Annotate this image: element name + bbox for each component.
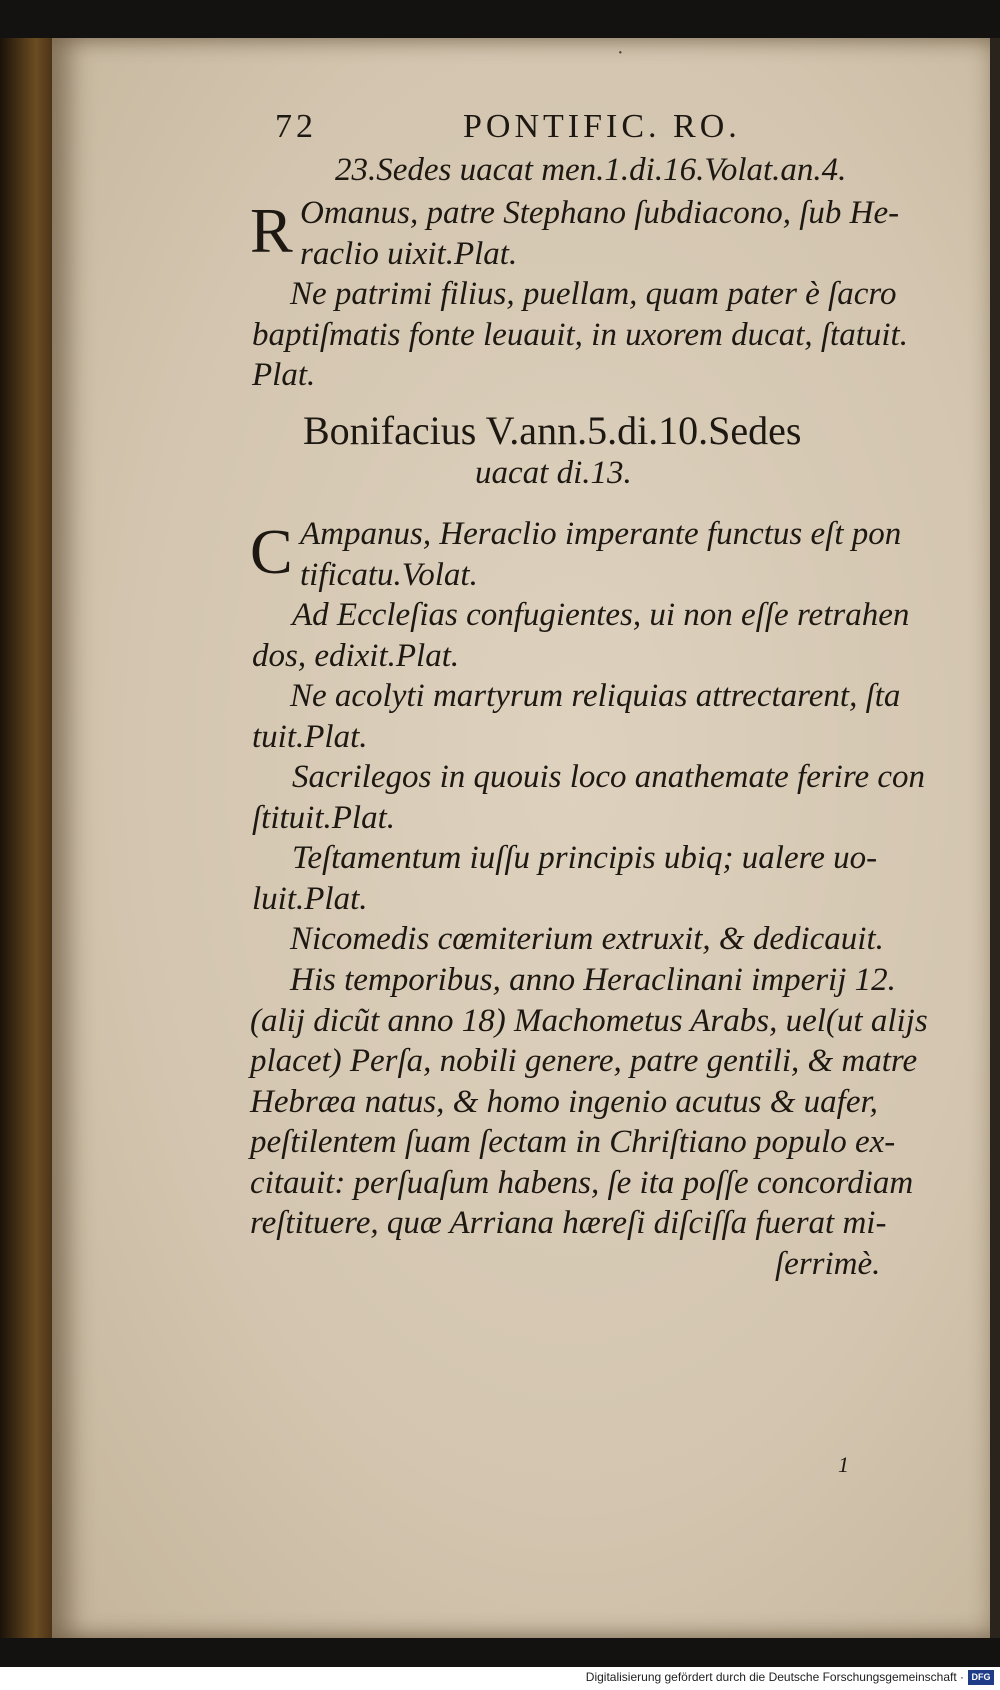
text-line: Teſtamentum iuſſu principis ubiq; ualere uo- xyxy=(292,840,878,876)
text-line: raclio uixit.Plat. xyxy=(300,236,518,272)
dropcap-c: C xyxy=(250,516,293,587)
text-line: (alij dicũt anno 18) Machometus Arabs, uel(ut alijs xyxy=(250,1003,928,1039)
text-line: reſtituere, quæ Arriana hæreſi diſciſſa fuerat mi- xyxy=(250,1205,887,1241)
text-line: Ne acolyti martyrum reliquias attrectarent, ſta xyxy=(290,678,901,714)
text-line: citauit: perſuaſum habens, ſe ita poſſe concordiam xyxy=(250,1165,914,1201)
footer-bar xyxy=(0,1667,1000,1690)
text-line: ſerrimè. xyxy=(775,1246,881,1282)
book-spine xyxy=(0,38,60,1638)
text-line: peſtilentem ſuam ſectam in Chriſtiano populo ex- xyxy=(250,1124,896,1160)
page-number: 72 xyxy=(275,108,317,145)
text-line: dos, edixit.Plat. xyxy=(252,638,460,674)
text-line: His temporibus, anno Heraclinani imperij 12. xyxy=(290,962,896,998)
footer-credit: Digitalisierung gefördert durch die Deutsche Forschungsgemeinschaft · xyxy=(585,1670,964,1684)
signature-mark: 1 xyxy=(838,1452,849,1477)
section-title: Bonifacius V.ann.5.di.10.Sedes xyxy=(303,408,802,453)
text-line: Ne patrimi filius, puellam, quam pater è ſacro xyxy=(290,276,897,312)
text-line: Omanus, patre Stephano ſubdiacono, ſub He- xyxy=(300,195,900,231)
text-line: ſtituit.Plat. xyxy=(252,800,396,836)
text-line: Hebræa natus, & homo ingenio acutus & uafer, xyxy=(250,1084,878,1120)
running-head: PONTIFIC. RO. xyxy=(463,108,741,145)
text-line: Ad Eccleſias confugientes, ui non eſſe retrahen xyxy=(292,597,910,633)
text-line: tuit.Plat. xyxy=(252,719,368,755)
section-subtitle: uacat di.13. xyxy=(475,455,632,491)
text-line: Ampanus, Heraclio imperante functus eſt pon xyxy=(300,516,902,552)
text-line: Plat. xyxy=(252,357,316,393)
text-line: Sacrilegos in quouis loco anathemate ferire con xyxy=(292,759,926,795)
dfg-logo-icon: DFG xyxy=(968,1670,994,1685)
text-line: Nicomedis cœmiterium extruxit, & dedicauit. xyxy=(290,921,884,957)
text-line: tificatu.Volat. xyxy=(300,557,478,593)
text-line: 23.Sedes uacat men.1.di.16.Volat.an.4. xyxy=(335,152,847,188)
text-line: luit.Plat. xyxy=(252,881,368,917)
dropcap-r: R xyxy=(250,195,293,266)
page-speck: · xyxy=(617,42,624,64)
text-line: baptiſmatis fonte leuauit, in uxorem ducat, ſtatuit. xyxy=(252,317,908,353)
page-edge xyxy=(990,38,1000,1638)
text-line: placet) Perſa, nobili genere, patre gentili, & matre xyxy=(250,1043,918,1079)
